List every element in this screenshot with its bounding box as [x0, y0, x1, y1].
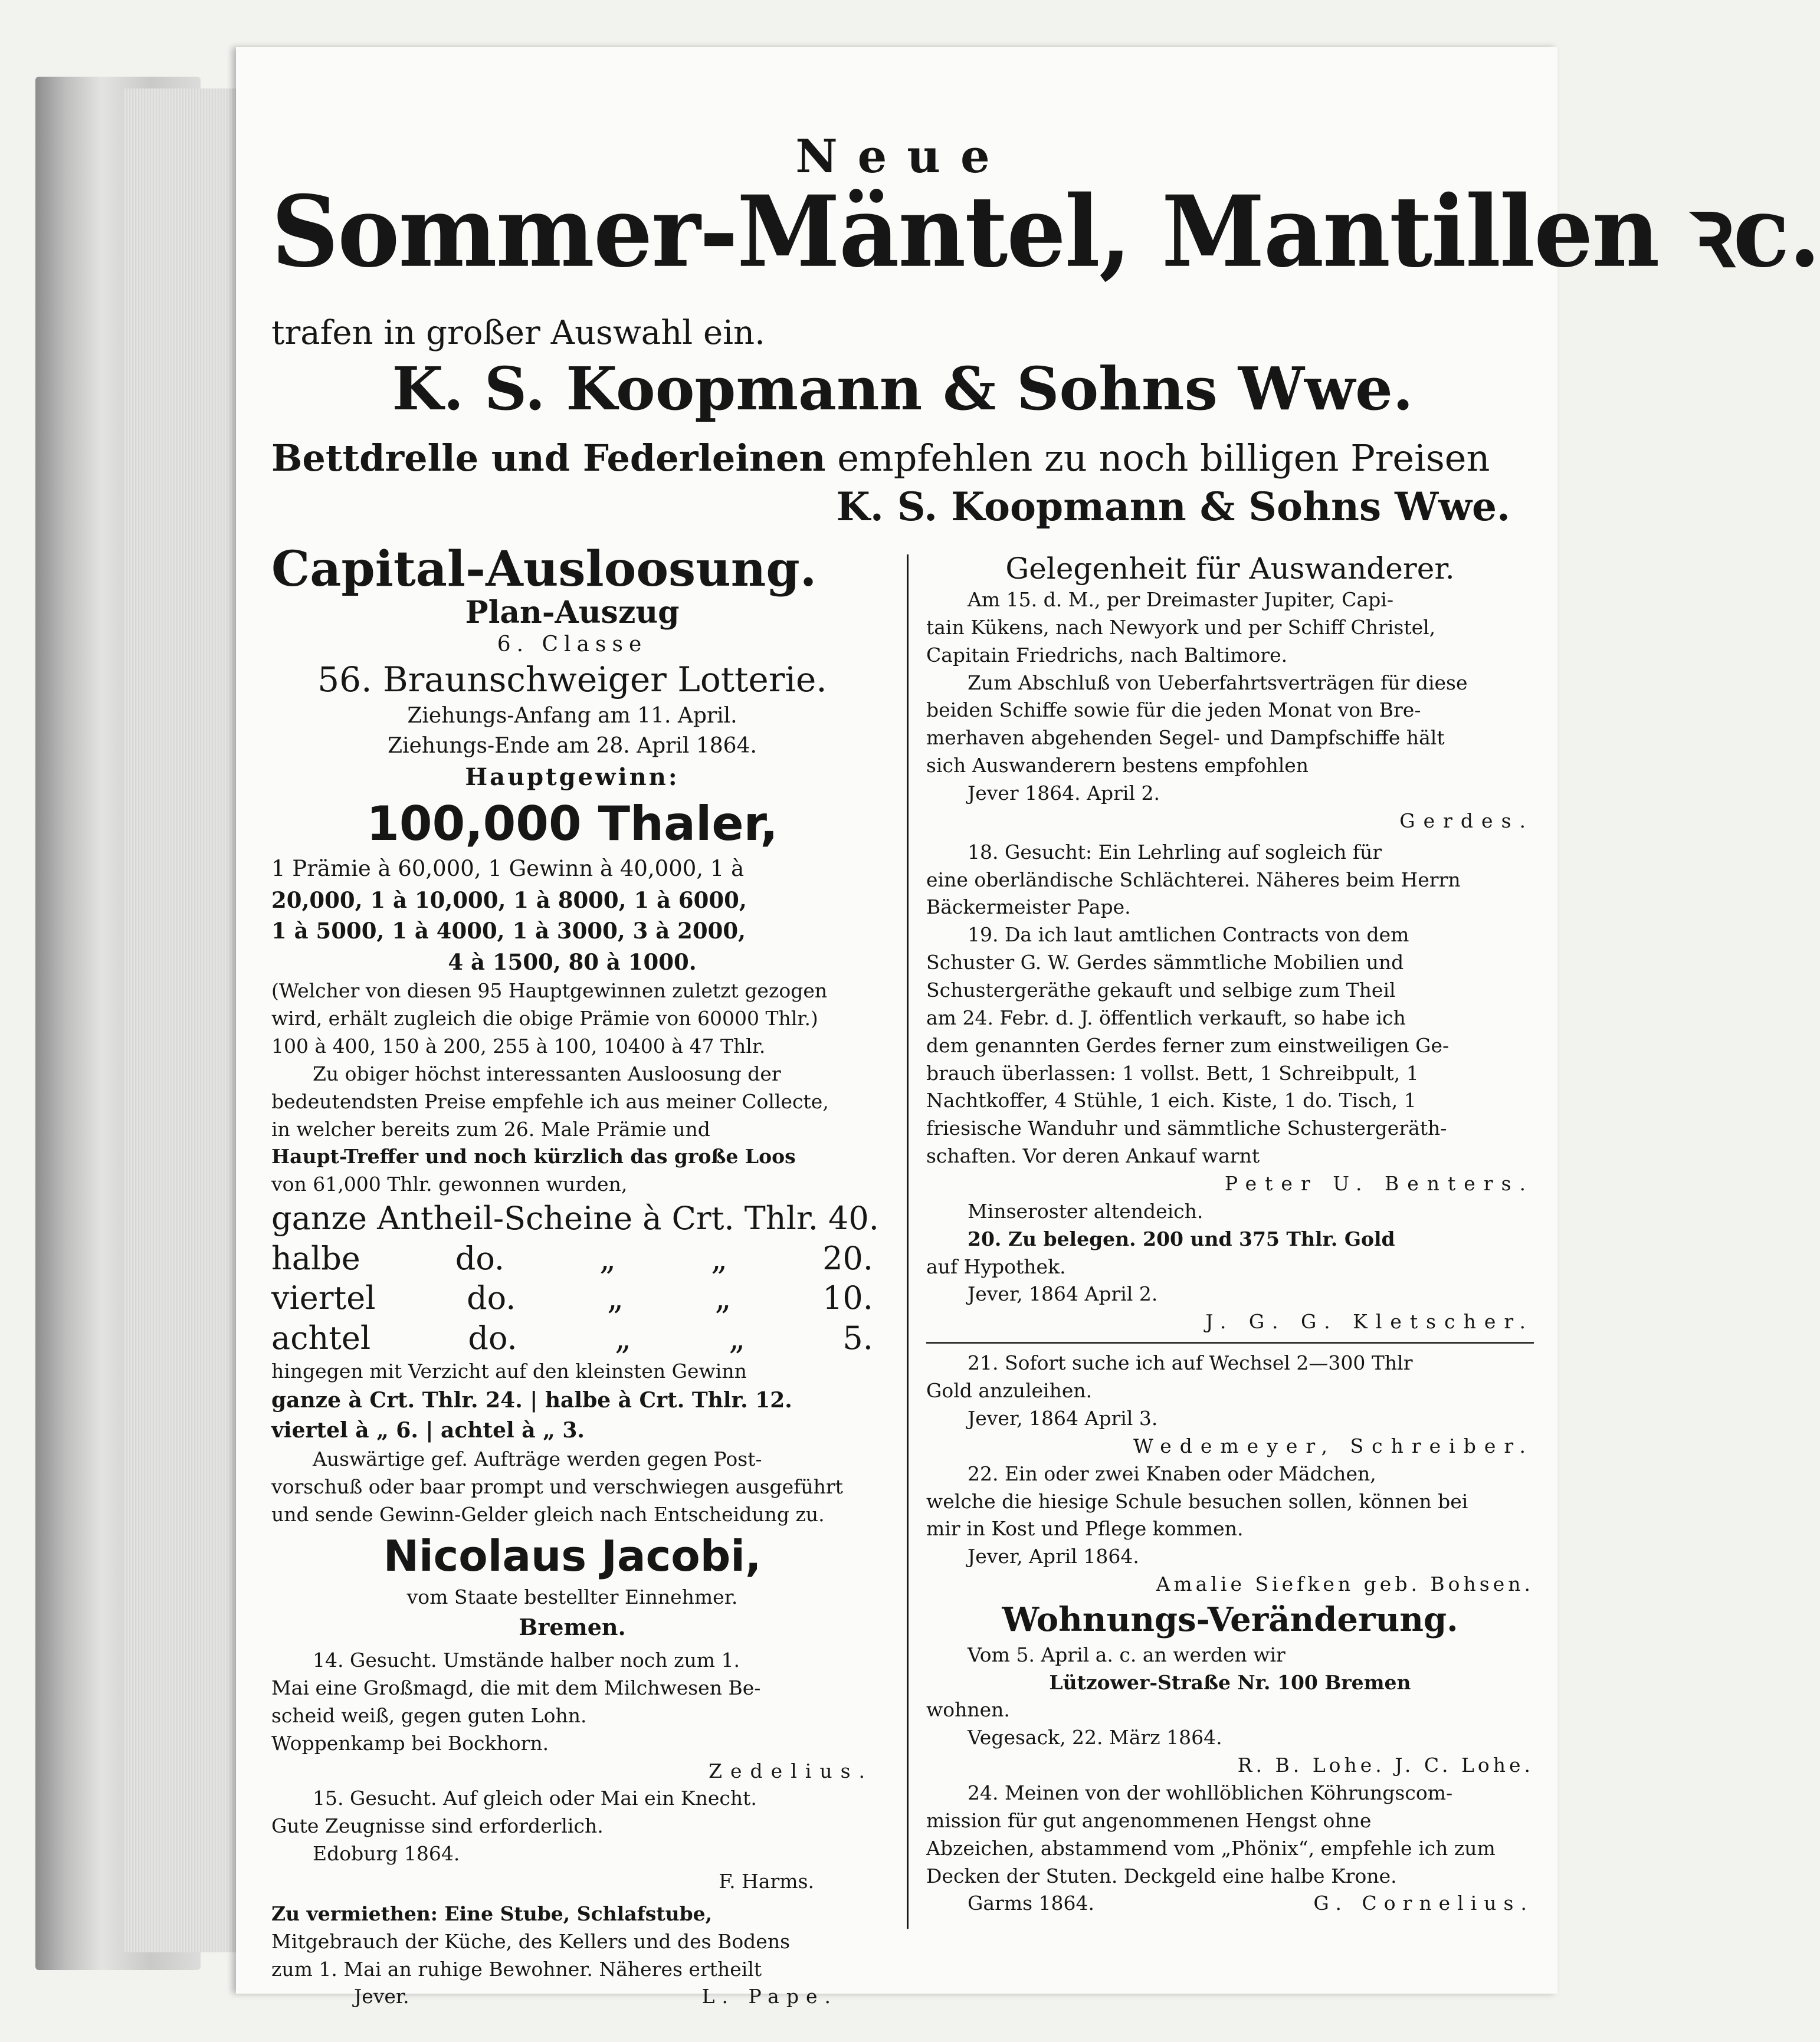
welcher-2: wird, erhält zugleich die obige Prämie von 60000 Thlr.): [271, 1007, 818, 1030]
notice-22-a: 22. Ein oder zwei Knaben oder Mädchen,: [968, 1462, 1376, 1485]
header-subtitle: trafen in großer Auswahl ein.: [271, 314, 765, 352]
notice-22-d: Jever, April 1864.: [968, 1545, 1139, 1568]
hauptgewinn-label: Hauptgewinn:: [465, 763, 680, 792]
notice-14-a: 14. Gesucht. Umstände halber noch zum 1.: [313, 1649, 740, 1672]
zu-obiger-4: Haupt-Treffer und noch kürzlich das große Loos: [271, 1145, 796, 1168]
bettdrelle-bold: Bettdrelle und Federleinen: [271, 436, 826, 480]
welcher-1: (Welcher von diesen 95 Hauptgewinnen zuletzt gezogen: [271, 979, 828, 1003]
notice-22-b: welche die hiesige Schule besuchen sollen, können bei: [926, 1489, 1468, 1513]
auswanderer-2: tain Kükens, nach Newyork und per Schiff Christel,: [926, 615, 1436, 639]
reduced-prices-2: viertel à „ 6. | achtel à „ 3.: [271, 1418, 585, 1443]
notice-19-place: Minseroster altendeich.: [968, 1199, 1204, 1223]
auswaertige-1: Auswärtige gef. Aufträge werden gegen Post-: [313, 1447, 762, 1471]
notice-20-b: auf Hypothek.: [926, 1255, 1066, 1278]
nicolaus-jacobi: Nicolaus Jacobi,: [383, 1531, 762, 1581]
auswanderer-signature: Gerdes.: [1399, 809, 1534, 832]
notice-19-g: Nachtkoffer, 4 Stühle, 1 eich. Kiste, 1 do. Tisch, 1: [926, 1089, 1416, 1112]
ziehung-ende: Ziehungs-Ende am 28. April 1864.: [388, 734, 757, 759]
anteil-achtel: [271, 1318, 873, 1358]
zu-obiger-2: bedeutendsten Preise empfehle ich aus meiner Collecte,: [271, 1089, 829, 1113]
notice-22-signature: Amalie Siefken geb. Bohsen.: [1156, 1572, 1534, 1596]
anteil-ganze: ganze Antheil-Scheine à Crt. Thlr. 40.: [271, 1200, 879, 1237]
thaler-heading: 100,000 Thaler,: [366, 796, 778, 852]
vermiethen-place: Jever.: [354, 1985, 409, 2008]
auswanderer-6: merhaven abgehenden Segel- und Dampfschiffe hält: [926, 726, 1445, 750]
notice-18-b: eine oberländische Schlächterei. Näheres beim Herrn: [926, 868, 1461, 891]
header-firm-1: K. S. Koopmann & Sohns Wwe.: [392, 354, 1414, 423]
notice-24-a: 24. Meinen von der wohllöblichen Köhrungscom-: [968, 1781, 1453, 1805]
notice-19-c: Schustergeräthe gekauft und selbige zum Theil: [926, 979, 1396, 1002]
auswaertige-3: und sende Gewinn-Gelder gleich nach Entscheidung zu.: [271, 1502, 825, 1526]
wohnung-3: wohnen.: [926, 1698, 1010, 1722]
notice-24-d: Decken der Stuten. Deckgeld eine halbe Krone.: [926, 1864, 1397, 1887]
hingegen-line: hingegen mit Verzicht auf den kleinsten Gewinn: [271, 1360, 747, 1383]
right-column: [926, 543, 1534, 1918]
notice-19-b: Schuster G. W. Gerdes sämmtliche Mobilien und: [926, 951, 1404, 974]
plan-heading: Plan-Auszug: [465, 595, 680, 631]
zu-obiger-3: in welcher bereits zum 26. Male Prämie und: [271, 1117, 710, 1141]
zu-obiger-5: von 61,000 Thlr. gewonnen wurden,: [271, 1173, 628, 1196]
notice-24-e: [926, 1890, 1534, 1918]
staate-line: vom Staate bestellter Einnehmer.: [406, 1585, 738, 1609]
lotterie-heading: 56. Braunschweiger Lotterie.: [317, 659, 827, 700]
vermiethen-2: Mitgebrauch der Küche, des Kellers und des Bodens: [271, 1929, 791, 1953]
notice-14-d: Woppenkamp bei Bockhorn.: [271, 1731, 549, 1755]
auswanderer-1: Am 15. d. M., per Dreimaster Jupiter, Capi-: [968, 588, 1393, 611]
achtel-ditto-2: „: [729, 1319, 746, 1357]
achtel-do: do.: [468, 1319, 517, 1357]
notice-20-signature: J. G. G. Kletscher.: [1205, 1310, 1534, 1334]
notice-24-c: Abzeichen, abstammend vom „Phönix“, empfehle ich zum: [926, 1836, 1496, 1860]
notice-24-b: mission für gut angenommenen Hengst ohne: [926, 1808, 1372, 1832]
notice-14-signature: Zedelius.: [709, 1759, 873, 1782]
ziehung-anfang: Ziehungs-Anfang am 11. April.: [407, 704, 737, 728]
reduced-prices-1: ganze à Crt. Thlr. 24. | halbe à Crt. Thlr. 12.: [271, 1387, 792, 1413]
header-bettdrelle: [271, 436, 1534, 480]
notice-18-c: Bäckermeister Pape.: [926, 895, 1131, 919]
notice-21-signature: Wedemeyer, Schreiber.: [1133, 1434, 1534, 1457]
notice-24-place: Garms 1864.: [968, 1892, 1094, 1915]
vermiethen-4: [271, 1983, 873, 2011]
achtel-label: achtel: [271, 1319, 371, 1357]
halbe-price: 20.: [822, 1239, 873, 1277]
prize-line-3: 1 à 5000, 1 à 4000, 1 à 3000, 3 à 2000,: [271, 918, 746, 944]
notice-20-c: Jever, 1864 April 2.: [968, 1282, 1158, 1306]
notice-19-e: dem genannten Gerdes ferner zum einstweiligen Ge-: [926, 1033, 1450, 1057]
halbe-do: do.: [455, 1239, 505, 1277]
rule-line: [926, 1342, 1534, 1344]
prize-line-1: 1 Prämie à 60,000, 1 Gewinn à 40,000, 1 à: [271, 856, 745, 882]
auswanderer-4: Zum Abschluß von Ueberfahrtsverträgen für diese: [968, 671, 1468, 694]
vermiethen-signature: L. Pape.: [701, 1985, 838, 2008]
viertel-ditto-1: „: [606, 1279, 624, 1317]
auswanderer-5: beiden Schiffe sowie für die jeden Monat von Bre-: [926, 698, 1421, 722]
header-firm-2: K. S. Koopmann & Sohns Wwe.: [836, 484, 1510, 530]
notice-15-c: Edoburg 1864.: [313, 1842, 460, 1866]
halbe-label: halbe: [271, 1239, 360, 1277]
notice-15-signature: F. Harms.: [719, 1870, 814, 1893]
newspaper-page: [236, 47, 1820, 2008]
notice-24-signature: G. Cornelius.: [1313, 1892, 1534, 1915]
anteil-halbe: [271, 1239, 873, 1279]
wohnung-signature: R. B. Lohe. J. C. Lohe.: [1237, 1754, 1534, 1777]
page-content: [271, 130, 1820, 2008]
notice-21-a: 21. Sofort suche ich auf Wechsel 2—300 Thlr: [968, 1351, 1413, 1375]
prize-line-4: 4 à 1500, 80 à 1000.: [448, 948, 697, 975]
left-column: [271, 541, 879, 2011]
header-neue: Neue: [795, 130, 1010, 183]
capital-heading: Capital-Ausloosung.: [271, 541, 817, 598]
auswaertige-2: vorschuß oder baar prompt und verschwiegen ausgeführt: [271, 1475, 843, 1499]
notice-21-c: Jever, 1864 April 3.: [968, 1406, 1158, 1430]
bettdrelle-rest: empfehlen zu noch billigen Preisen: [837, 436, 1490, 480]
achtel-ditto-1: „: [614, 1319, 631, 1357]
notice-19-f: brauch überlassen: 1 vollst. Bett, 1 Schreibpult, 1: [926, 1061, 1419, 1085]
vermiethen-1: Zu vermiethen: Eine Stube, Schlafstube,: [271, 1902, 713, 1925]
viertel-label: viertel: [271, 1279, 376, 1317]
auswanderer-8: Jever 1864. April 2.: [968, 782, 1160, 805]
auswanderer-heading: Gelegenheit für Auswanderer.: [1005, 551, 1455, 586]
wohnung-2: Lützower-Straße Nr. 100 Bremen: [1049, 1670, 1411, 1694]
notice-19-d: am 24. Febr. d. J. öffentlich verkauft, so habe ich: [926, 1006, 1406, 1029]
bremen-line: Bremen.: [519, 1614, 626, 1641]
auswanderer-3: Capitain Friedrichs, nach Baltimore.: [926, 643, 1288, 667]
wohnung-1: Vom 5. April a. c. an werden wir: [968, 1643, 1286, 1666]
viertel-ditto-2: „: [714, 1279, 732, 1317]
viertel-price: 10.: [822, 1279, 873, 1317]
notice-15-a: 15. Gesucht. Auf gleich oder Mai ein Knecht.: [313, 1787, 757, 1810]
notice-19-a: 19. Da ich laut amtlichen Contracts von dem: [968, 923, 1409, 947]
welcher-3: 100 à 400, 150 à 200, 255 à 100, 10400 à 47 Thlr.: [271, 1034, 766, 1058]
notice-14-b: Mai eine Großmagd, die mit dem Milchwesen Be-: [271, 1676, 761, 1700]
notice-15-b: Gute Zeugnisse sind erforderlich.: [271, 1814, 604, 1838]
auswanderer-7: sich Auswanderern bestens empfohlen: [926, 754, 1309, 777]
column-divider: [907, 554, 909, 1929]
achtel-price: 5.: [842, 1319, 873, 1357]
anteil-viertel: [271, 1278, 873, 1318]
viertel-do: do.: [467, 1279, 516, 1317]
notice-22-c: mir in Kost und Pflege kommen.: [926, 1517, 1244, 1541]
zu-obiger-1: Zu obiger höchst interessanten Ausloosung der: [313, 1062, 781, 1085]
notice-19-i: schaften. Vor deren Ankauf warnt: [926, 1144, 1260, 1168]
classe-line: 6. Classe: [497, 632, 648, 657]
notice-21-b: Gold anzuleihen.: [926, 1379, 1093, 1403]
notice-14-c: scheid weiß, gegen guten Lohn.: [271, 1703, 587, 1727]
wohnung-heading: Wohnungs-Veränderung.: [1002, 1600, 1458, 1639]
notice-20-a: 20. Zu belegen. 200 und 375 Thlr. Gold: [968, 1227, 1395, 1250]
header-title: Sommer-Mäntel, Mantillen ꝛc.: [271, 175, 1820, 290]
halbe-ditto-2: „: [711, 1239, 728, 1277]
notice-18-a: 18. Gesucht: Ein Lehrling auf sogleich für: [968, 840, 1382, 864]
notice-19-signature: Peter U. Benters.: [1224, 1172, 1534, 1196]
halbe-ditto-1: „: [599, 1239, 616, 1277]
wohnung-4: Vegesack, 22. März 1864.: [968, 1726, 1222, 1749]
vermiethen-3: zum 1. Mai an ruhige Bewohner. Näheres ertheilt: [271, 1957, 762, 1981]
notice-19-h: friesische Wanduhr und sämmtliche Schustergeräth-: [926, 1117, 1447, 1140]
prize-line-2: 20,000, 1 à 10,000, 1 à 8000, 1 à 6000,: [271, 887, 747, 913]
